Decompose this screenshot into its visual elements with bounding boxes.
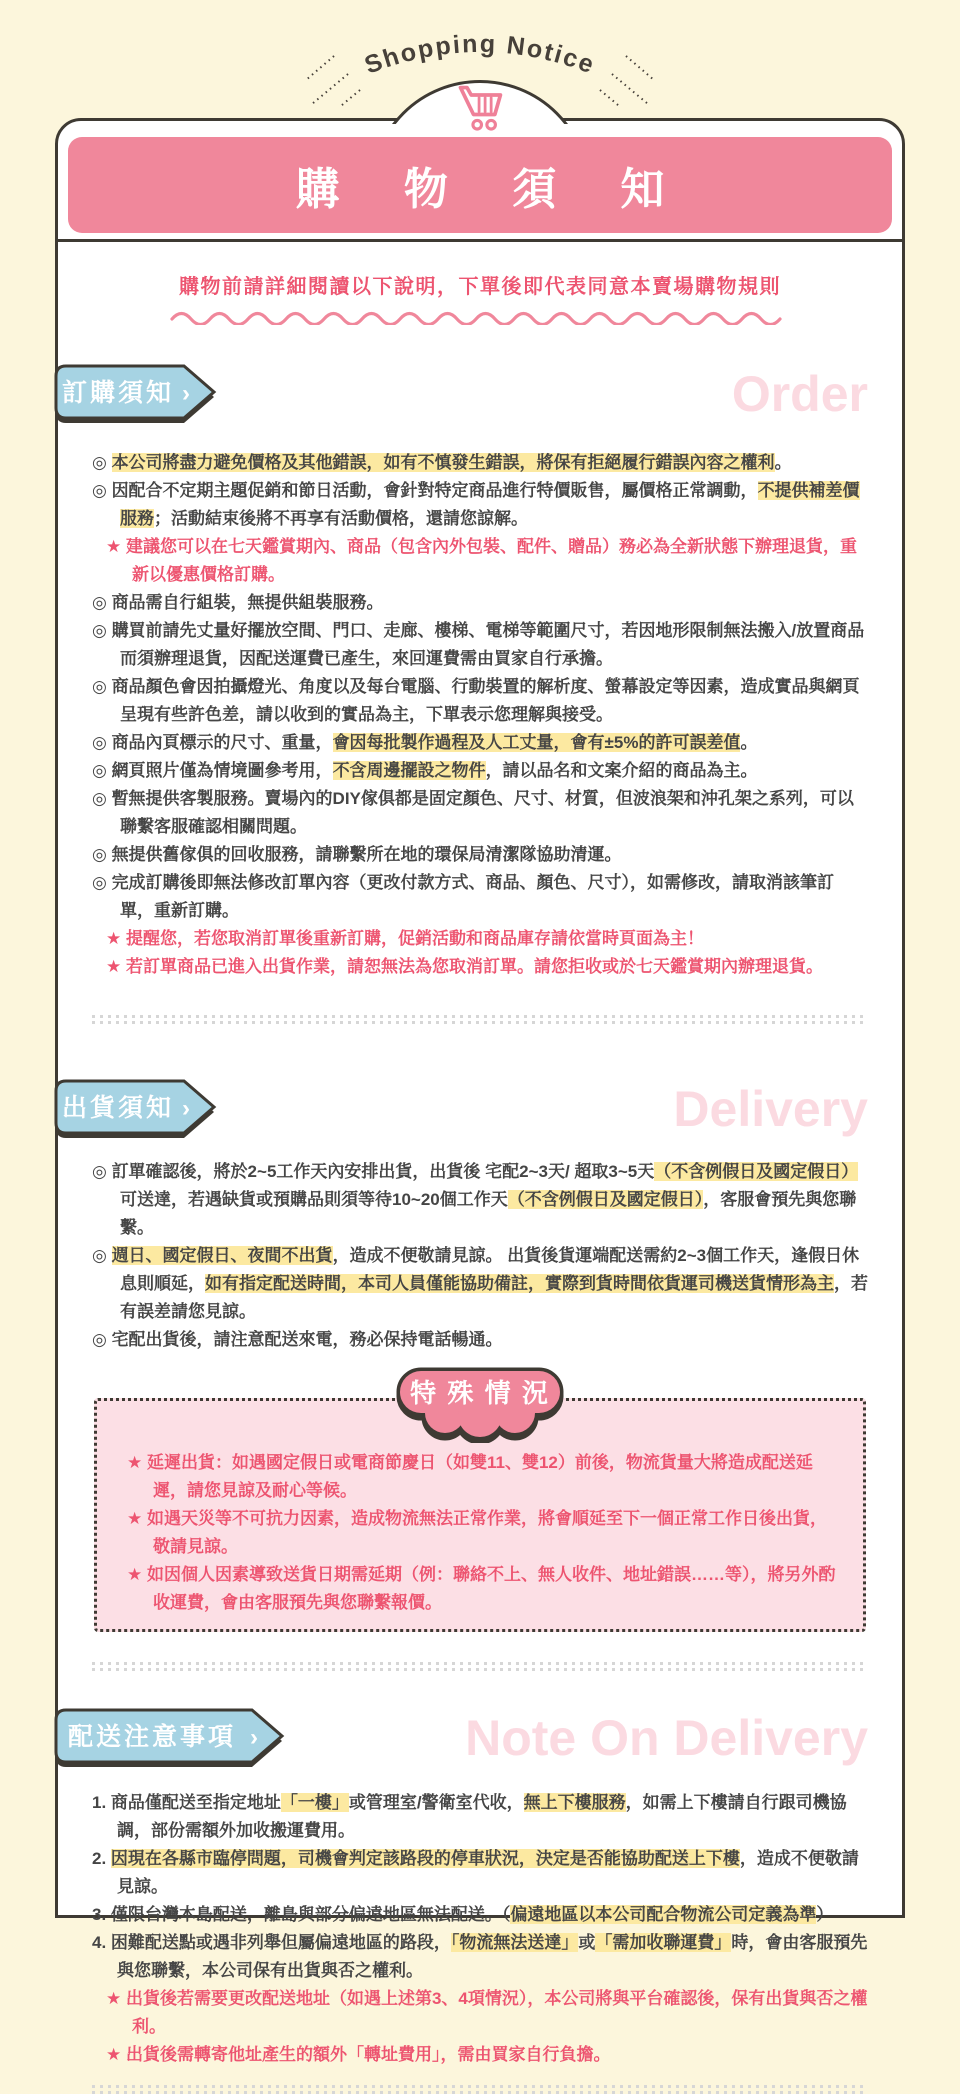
notice-item <box>92 1158 868 1242</box>
text-segment: 困難配送點或遇非列舉但屬偏遠地區的路段， <box>110 1933 451 1952</box>
text-segment: ；活動結束後將不再享有活動價格，還請您諒解。 <box>154 509 528 528</box>
special-situations-badge <box>370 1365 590 1443</box>
text-segment: 或管理室/警衛室代收， <box>348 1793 524 1812</box>
highlighted-text: 「一樓」 <box>280 1793 349 1812</box>
notice-item <box>123 1449 837 1505</box>
text-segment: 宅配出貨後，請注意配送來電，務必保持電話暢通。 <box>111 1330 503 1349</box>
highlighted-text: 不提供補差價服務 <box>120 481 860 528</box>
highlighted-text: 週日、國定假日、夜間不出貨 <box>111 1246 333 1265</box>
notice-item <box>92 449 868 477</box>
stitch-divider <box>92 2085 868 2094</box>
section-badge <box>52 363 222 425</box>
text-segment: 網頁照片僅為情境圖參考用， <box>111 761 333 780</box>
intro-text: 購物前請詳細閱讀以下說明，下單後即代表同意本賣場購物規則 <box>179 276 781 298</box>
notice-item <box>92 1326 868 1354</box>
text-segment: ，造成不便敬請見諒。 出貨後貨運端配送需約2~3個工作天，逢假日休息則順延， <box>120 1246 860 1293</box>
special-situations-box <box>94 1378 866 1632</box>
text-segment: 完成訂購後即無法修改訂單內容（更改付款方式、商品、顏色、尺寸），如需修改，請取消該筆訂單，重新訂購。 <box>111 873 835 920</box>
section-watermark: Delivery <box>673 1081 868 1137</box>
bullet-marker-icon: ◎ <box>92 1330 112 1349</box>
notice-item <box>92 1929 868 1985</box>
shopping-cart-icon <box>452 82 508 134</box>
notice-item <box>92 617 868 673</box>
section-watermark: Order <box>731 366 868 422</box>
note-on-delivery-list <box>92 1789 868 2069</box>
highlighted-text: （不含例假日及國定假日） <box>507 1190 704 1209</box>
wavy-divider-icon <box>168 307 792 325</box>
text-segment: 若訂單商品已進入出貨作業，請恕無法為您取消訂單。請您拒收或於七天鑑賞期內辦理退貨。 <box>125 957 823 976</box>
section-badge-label: 配送注意事項 <box>67 1723 237 1751</box>
notice-card <box>55 118 905 2064</box>
highlighted-text: 本公司將盡力避免價格及其他錯誤，如有不慎發生錯誤，將保有拒絕履行錯誤內容之權利 <box>111 453 775 472</box>
text-segment: 商品僅配送至指定地址 <box>110 1793 281 1812</box>
star-marker-icon: ★ <box>127 1509 147 1528</box>
text-segment: 出貨後需轉寄他址產生的額外「轉址費用」，需由買家自行負擔。 <box>125 2045 611 2064</box>
bullet-marker-icon: ◎ <box>92 873 112 892</box>
chevron-right-icon: › <box>182 380 190 407</box>
number-marker: 1. <box>92 1793 111 1812</box>
text-segment: 出貨後若需要更改配送地址（如遇上述第3、4項情況），本公司將與平台確認後，保有出貨與否之權利。 <box>125 1989 868 2036</box>
notice-item <box>92 1789 868 1845</box>
text-segment: 因配合不定期主題促銷和節日活動，會針對特定商品進行特價販售，屬價格正常調動， <box>111 481 758 500</box>
text-segment: 僅限台灣本島配送，離島與部分偏遠地區無法配送。（ <box>110 1905 511 1924</box>
text-segment: 。 <box>740 733 758 752</box>
text-segment: 如遇天災等不可抗力因素，造成物流無法正常作業，將會順延至下一個正常工作日後出貨，敬請見諒。 <box>146 1509 827 1556</box>
text-segment: 建議您可以在七天鑑賞期內、商品（包含內外包裝、配件、贈品）務必為全新狀態下辦理退貨，重新以優惠價格訂購。 <box>125 537 857 584</box>
text-segment: 商品需自行組裝，無提供組裝服務。 <box>111 593 384 612</box>
delivery-list <box>92 1158 868 1354</box>
number-marker: 3. <box>92 1905 111 1924</box>
star-marker-icon: ★ <box>127 1453 147 1472</box>
section-header-note-on-delivery <box>52 1709 868 1767</box>
bullet-marker-icon: ◎ <box>92 677 112 696</box>
notice-item <box>92 533 868 589</box>
notice-item <box>92 757 868 785</box>
section-header-order <box>52 365 868 423</box>
special-list <box>123 1449 837 1617</box>
number-marker: 2. <box>92 1849 111 1868</box>
highlighted-text: 如有指定配送時間，本司人員僅能協助備註，實際到貨時間依貨運司機送貨情形為主 <box>205 1274 834 1293</box>
text-segment: 或 <box>578 1933 596 1952</box>
notice-item <box>92 2041 868 2069</box>
bullet-marker-icon: ◎ <box>92 1162 112 1181</box>
notice-item <box>92 1901 868 1929</box>
highlighted-text: 無上下樓服務 <box>523 1793 626 1812</box>
text-segment: ，造成不便敬請見諒。 <box>117 1849 859 1896</box>
text-segment: ，客服會預先與您聯繫。 <box>120 1190 857 1237</box>
bullet-marker-icon: ◎ <box>92 453 112 472</box>
text-segment: ，如需上下樓請自行跟司機協調，部份需額外加收搬運費用。 <box>117 1793 847 1840</box>
chevron-right-icon: › <box>250 1724 258 1751</box>
section-badge-label: 出貨須知 <box>61 1094 175 1122</box>
text-segment: 無提供舊傢俱的回收服務，請聯繫所在地的環保局清潔隊協助清運。 <box>111 845 622 864</box>
bullet-marker-icon: ◎ <box>92 1246 112 1265</box>
notice-item <box>92 925 868 953</box>
page-title: 購 物 須 知 <box>68 137 892 233</box>
text-segment: 商品內頁標示的尺寸、重量， <box>111 733 333 752</box>
notice-item <box>92 729 868 757</box>
text-segment: 可送達，若遇缺貨或預購品則須等待10~20個工作天 <box>120 1190 508 1209</box>
text-segment: 如因個人因素導致送貨日期需延期（例：聯絡不上、無人收件、地址錯誤……等），將另外酌收運費，會由客服預先與您聯繫報價。 <box>146 1565 836 1612</box>
highlighted-text: 「需加收聯運費」 <box>595 1933 732 1952</box>
arc-title: Shopping Notice <box>360 29 600 80</box>
star-marker-icon: ★ <box>106 929 126 948</box>
bullet-marker-icon: ◎ <box>92 593 112 612</box>
text-segment: 購買前請先丈量好擺放空間、門口、走廊、樓梯、電梯等範圍尺寸，若因地形限制無法搬入/放置商品而須辦理退貨，因配送運費已產生，來回運費需由買家自行承擔。 <box>111 621 865 668</box>
text-segment: 提醒您，若您取消訂單後重新訂購，促銷活動和商品庫存請依當時頁面為主！ <box>125 929 704 948</box>
special-badge-label: 特 殊 情 況 <box>410 1378 550 1408</box>
text-segment: ） <box>816 1905 834 1924</box>
text-segment: 商品顏色會因拍攝燈光、角度以及每台電腦、行動裝置的解析度、螢幕設定等因素，造成實品與網頁呈現有些許色差，請以收到的實品為主，下單表示您理解與接受。 <box>111 677 860 724</box>
text-segment: 。 <box>774 453 792 472</box>
star-marker-icon: ★ <box>106 957 126 976</box>
bullet-marker-icon: ◎ <box>92 481 112 500</box>
text-segment: 暫無提供客製服務。賣場內的DIY傢俱都是固定顏色、尺寸、材質，但波浪架和沖孔架之系列，可以聯繫客服確認相關問題。 <box>111 789 854 836</box>
notice-item <box>92 1985 868 2041</box>
star-marker-icon: ★ <box>106 537 126 556</box>
notice-item <box>92 673 868 729</box>
text-segment: ，若有誤差請您見諒。 <box>120 1274 868 1321</box>
highlighted-text: 偏遠地區以本公司配合物流公司定義為準 <box>510 1905 817 1924</box>
bullet-marker-icon: ◎ <box>92 761 112 780</box>
highlighted-text: 會因每批製作過程及人工丈量，會有±5%的許可誤差值 <box>332 733 741 752</box>
notice-item <box>92 841 868 869</box>
notice-item <box>92 477 868 533</box>
banner-separator <box>58 239 902 242</box>
notice-item <box>92 785 868 841</box>
bullet-marker-icon: ◎ <box>92 621 112 640</box>
text-segment: 訂單確認後，將於2~5工作天內安排出貨，出貨後 宅配2~3天/ 超取3~5天 <box>111 1162 655 1181</box>
notice-item <box>92 1242 868 1326</box>
notice-item <box>92 589 868 617</box>
section-watermark: Note On Delivery <box>465 1710 868 1766</box>
notice-item <box>92 1845 868 1901</box>
section-badge-label: 訂購須知 <box>61 379 175 407</box>
section-badge <box>52 1707 290 1769</box>
number-marker: 4. <box>92 1933 111 1952</box>
highlighted-text: 不含周邊擺設之物件 <box>332 761 486 780</box>
chevron-right-icon: › <box>182 1095 190 1122</box>
highlighted-text: 「物流無法送達」 <box>450 1933 579 1952</box>
text-segment: ，請以品名和文案介紹的商品為主。 <box>485 761 758 780</box>
bullet-marker-icon: ◎ <box>92 845 112 864</box>
star-marker-icon: ★ <box>127 1565 147 1584</box>
bullet-marker-icon: ◎ <box>92 733 112 752</box>
text-segment: 延遲出貨：如遇國定假日或電商節慶日（如雙11、雙12）前後，物流貨量大將造成配送延遲，請您見諒及耐心等候。 <box>146 1453 813 1500</box>
highlighted-text: 因現在各縣市臨停問題，司機會判定該路段的停車狀況，決定是否能協助配送上下樓 <box>110 1849 740 1868</box>
star-marker-icon: ★ <box>106 2045 126 2064</box>
section-header-delivery <box>52 1080 868 1138</box>
svg-text:Shopping Notice <box>361 30 599 80</box>
notice-item <box>123 1505 837 1561</box>
section-badge <box>52 1078 222 1140</box>
notice-item <box>92 869 868 925</box>
bullet-marker-icon: ◎ <box>92 789 112 808</box>
stitch-divider <box>92 1662 868 1671</box>
text-segment: 時，會由客服預先與您聯繫，本公司保有出貨與否之權利。 <box>117 1933 868 1980</box>
notice-item <box>92 953 868 981</box>
order-list <box>92 449 868 981</box>
star-marker-icon: ★ <box>106 1989 126 2008</box>
highlighted-text: （不含例假日及國定假日） <box>654 1162 859 1181</box>
notice-item <box>123 1561 837 1617</box>
stitch-divider <box>92 1015 868 1024</box>
